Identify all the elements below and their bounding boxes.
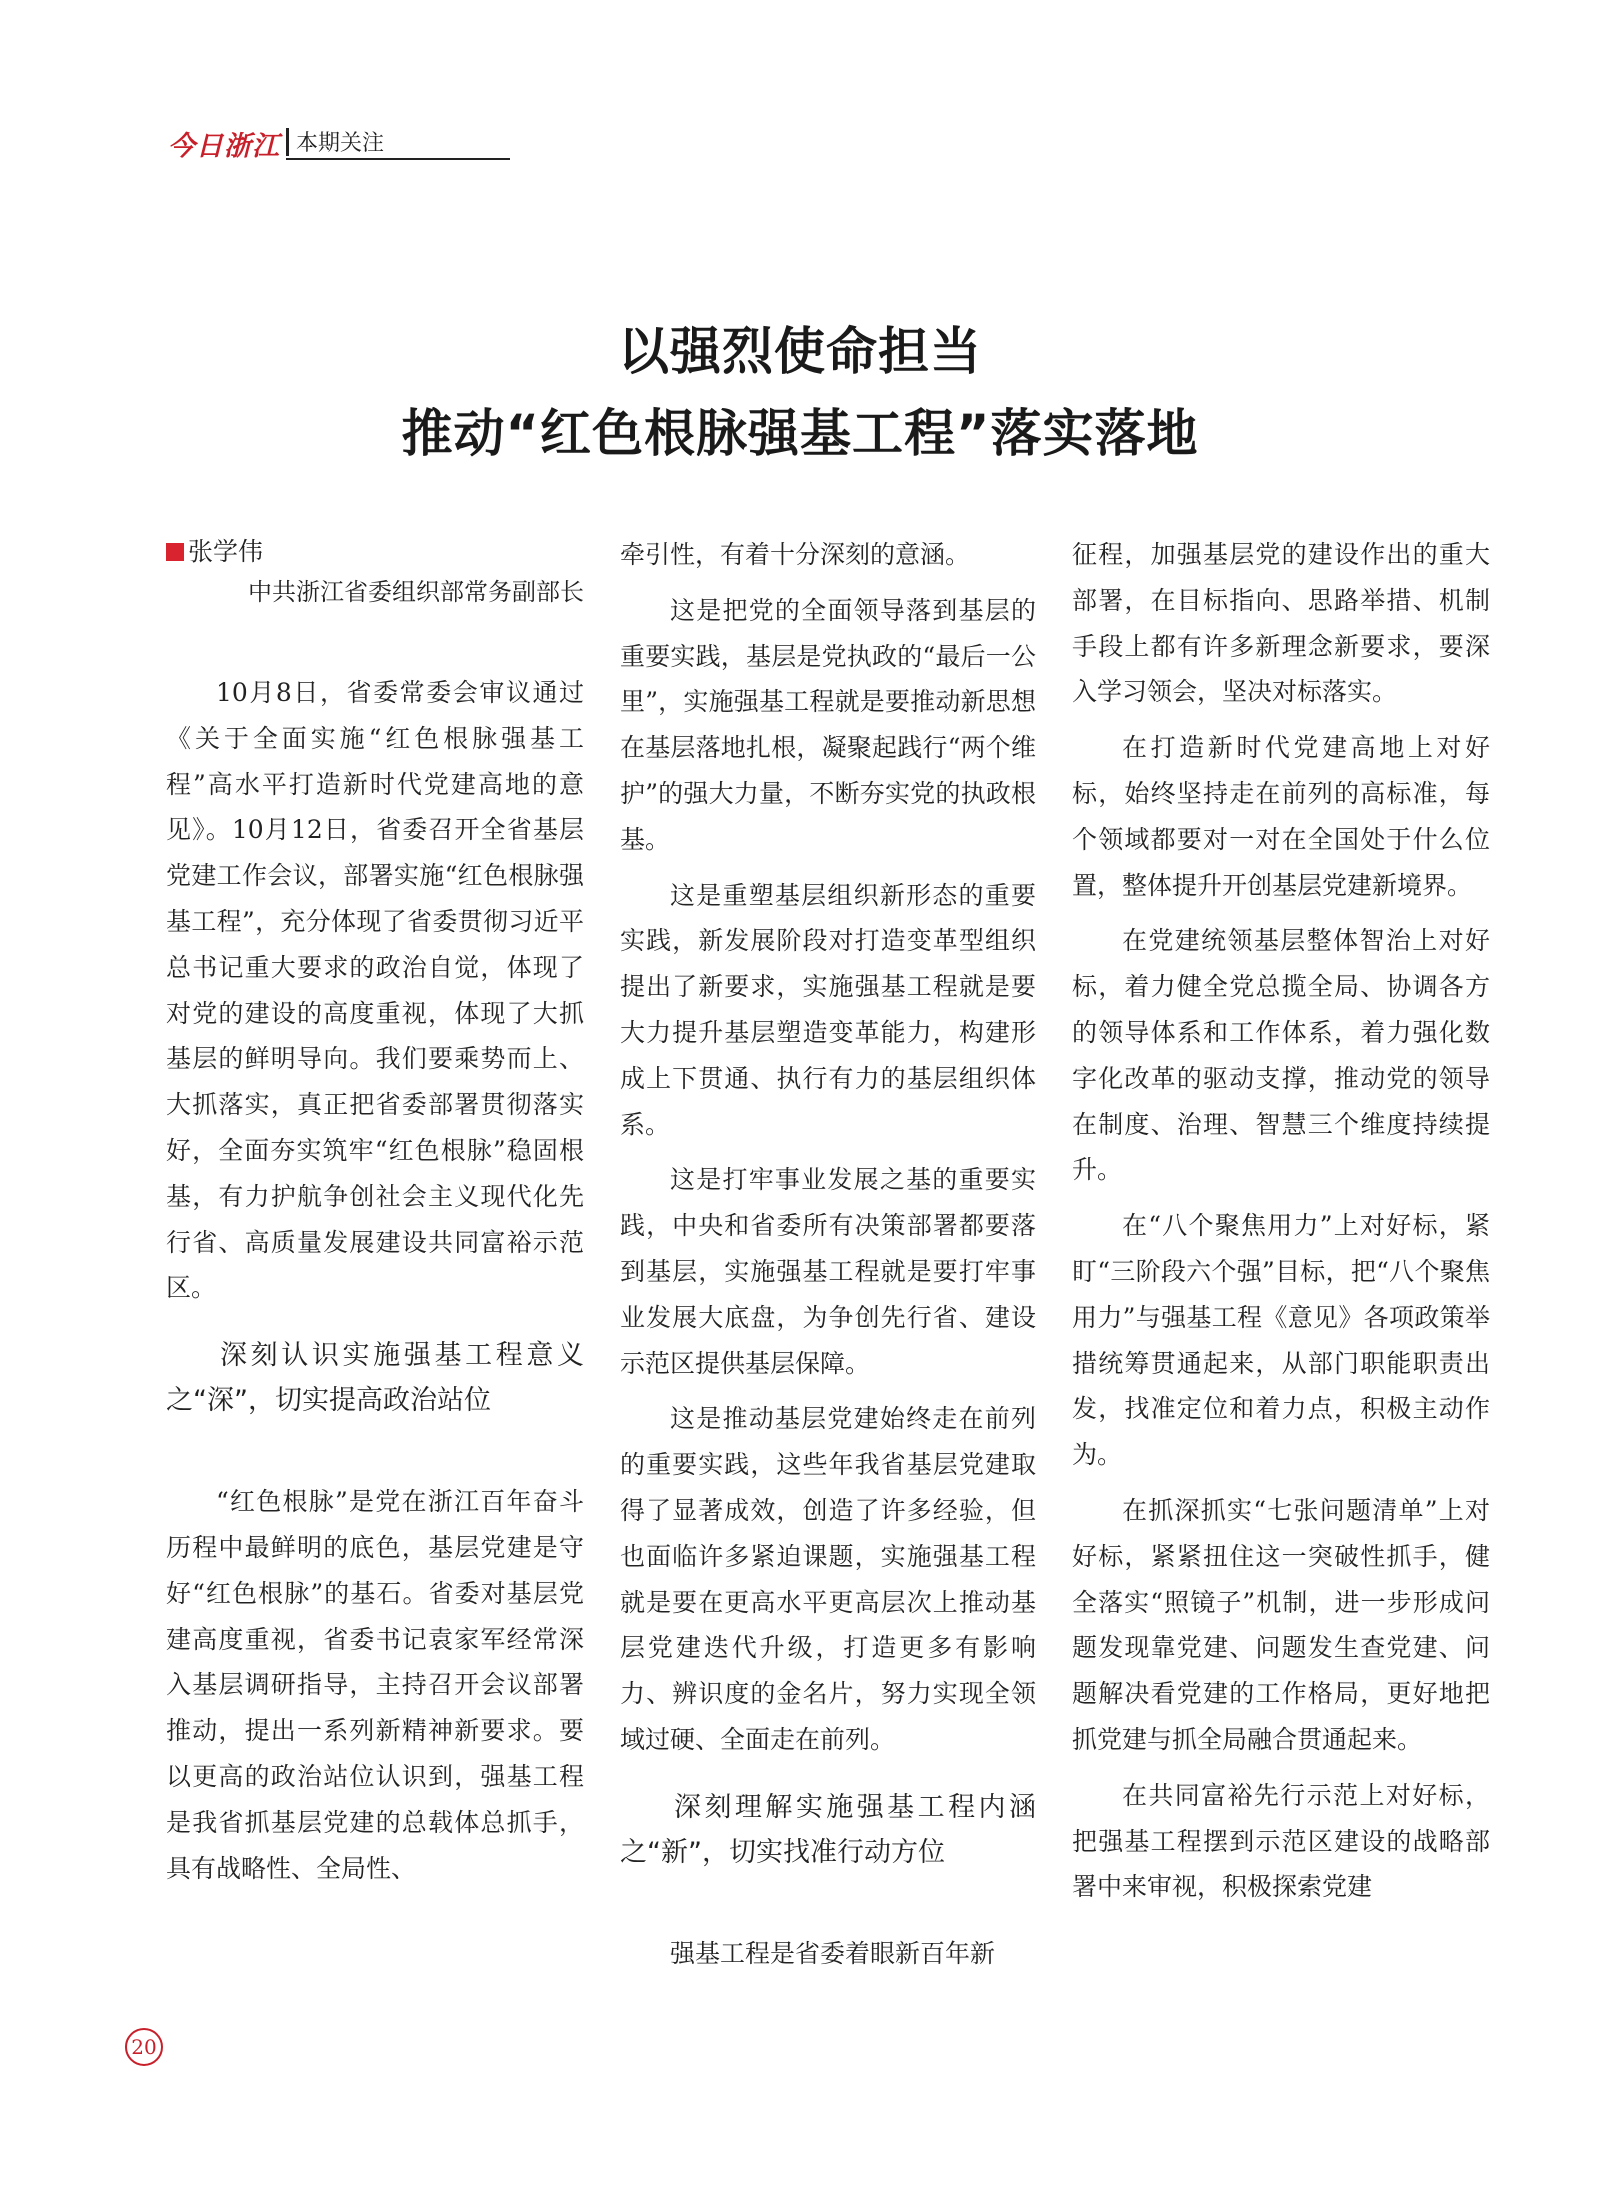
header-underline: [286, 158, 510, 160]
magazine-logo: 今日浙江: [168, 131, 280, 162]
section-label: 本期关注: [296, 131, 385, 156]
paragraph: 在打造新时代党建高地上对好标，始终坚持走在前列的高标准，每个领域都要对一对在全国处于什么位置，整体提升开创基层党建新境界。: [1072, 733, 1490, 900]
column-2: [620, 532, 1036, 1987]
subheading-2: 深刻理解实施强基工程内涵之“新”，切实找准行动方位: [620, 1791, 1036, 1868]
author-marker-icon: [166, 543, 184, 561]
paragraph: 10月8日，省委常委会审议通过《关于全面实施“红色根脉强基工程”高水平打造新时代党建高地的意见》。10月12日，省委召开全省基层党建工作会议，部署实施“红色根脉强基工程”，充分体现了省委贯彻习近平总书记重大要求的政治自觉，体现了对党的建设的高度重视，体现了大抓基层的鲜明导向。我们要乘势而上、大抓落实，真正把省委部署贯彻落实好，全面夯实筑牢“红色根脉”稳固根基，有力护航争创社会主义现代化先行省、高质量发展建设共同富裕示范区。: [166, 678, 584, 1303]
paragraph: 在“八个聚焦用力”上对好标，紧盯“三阶段六个强”目标，把“八个聚焦用力”与强基工程《意见》各项政策举措统筹贯通起来，从部门职能职责出发，找准定位和着力点，积极主动作为。: [1072, 1211, 1490, 1470]
author-affiliation: 中共浙江省委组织部常务副部长: [248, 578, 584, 606]
paragraph: 强基工程是省委着眼新百年新: [670, 1938, 996, 1968]
article-title-line1: 以强烈使命担当: [617, 323, 982, 382]
paragraph: “红色根脉”是党在浙江百年奋斗历程中最鲜明的底色，基层党建是守好“红色根脉”的基石。省委对基层党建高度重视，省委书记袁家军经常深入基层调研指导，主持召开会议部署推动，提出一系列新精神新要求。要以更高的政治站位认识到，强基工程是我省抓基层党建的总载体总抓手，具有战略性、全局性、: [166, 1487, 584, 1883]
subheading-1: 深刻认识实施强基工程意义之“深”，切实提高政治站位: [166, 1340, 584, 1417]
column-1: [166, 532, 584, 1901]
author-name: 张学伟: [188, 537, 264, 566]
paragraph: 这是把党的全面领导落到基层的重要实践，基层是党执政的“最后一公里”，实施强基工程就是要推动新思想在基层落地扎根，凝聚起践行“两个维护”的强大力量，不断夯实党的执政根基。: [620, 595, 1036, 854]
paragraph: 这是推动基层党建始终走在前列的重要实践，这些年我省基层党建取得了显著成效，创造了许多经验，但也面临许多紧迫课题，实施强基工程就是要在更高水平更高层次上推动基层党建迭代升级，打造更多有影响力、辨识度的金名片，努力实现全领域过硬、全面走在前列。: [620, 1404, 1036, 1754]
page-header: [168, 122, 510, 162]
header-divider: [286, 128, 289, 156]
column-3: [1072, 532, 1490, 1920]
paragraph: 在共同富裕先行示范上对好标，把强基工程摆到示范区建设的战略部署中来审视，积极探索党建: [1072, 1780, 1490, 1902]
article-title-line2: 推动“红色根脉强基工程”落实落地: [401, 405, 1199, 464]
paragraph: 这是重塑基层组织新形态的重要实践，新发展阶段对打造变革型组织提出了新要求，实施强基工程就是要大力提升基层塑造变革能力，构建形成上下贯通、执行有力的基层组织体系。: [620, 880, 1036, 1139]
page-number: 20: [125, 2028, 163, 2066]
paragraph: 在党建统领基层整体智治上对好标，着力健全党总揽全局、协调各方的领导体系和工作体系，着力强化数字化改革的驱动支撑，推动党的领导在制度、治理、智慧三个维度持续提升。: [1072, 926, 1490, 1185]
paragraph: 牵引性，有着十分深刻的意涵。: [620, 540, 971, 569]
paragraph: 征程，加强基层党的建设作出的重大部署，在目标指向、思路举措、机制手段上都有许多新理念新要求，要深入学习领会，坚决对标落实。: [1072, 540, 1490, 707]
author-line: [166, 532, 584, 572]
paragraph: 这是打牢事业发展之基的重要实践，中央和省委所有决策部署都要落到基层，实施强基工程就是要打牢事业发展大底盘，为争创先行省、建设示范区提供基层保障。: [620, 1165, 1036, 1378]
paragraph: 在抓深抓实“七张问题清单”上对好标，紧紧扭住这一突破性抓手，健全落实“照镜子”机制，进一步形成问题发现靠党建、问题发生查党建、问题解决看党建的工作格局，更好地把抓党建与抓全局融合贯通起来。: [1072, 1495, 1490, 1754]
